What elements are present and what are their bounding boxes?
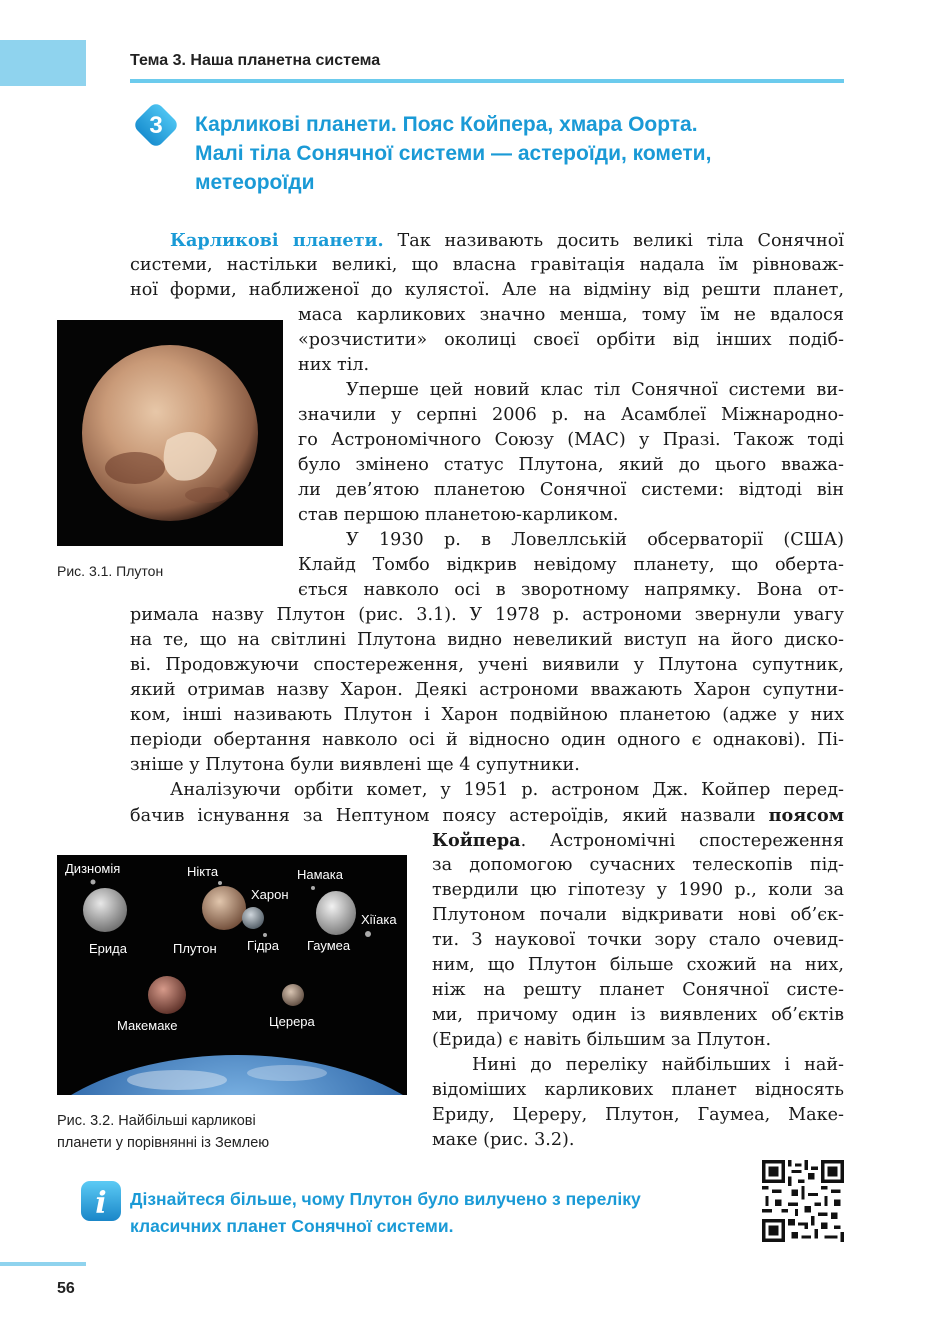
text-line: маса карликових значно менша, тому їм не вдалося — [298, 305, 844, 325]
figure-caption-line: планети у порівнянні із Землею — [57, 1135, 270, 1151]
text-line: Нині до переліку найбільших і най- — [472, 1055, 844, 1075]
text-line: Уперше цей новий клас тіл Сонячної системи ви- — [346, 380, 844, 400]
text-line: ним, що Плутон більше схожий на них, — [432, 955, 844, 975]
text-line: ної форми, наближеної до кулястої. Але на відміну від решти планет, — [130, 280, 844, 300]
label-dysnomia: Дизномія — [65, 861, 121, 876]
label-pluto: Плутон — [173, 941, 217, 956]
section-number-badge — [133, 102, 179, 148]
text-line: них тіл. — [298, 355, 370, 375]
text-line: значили у серпні 2006 р. на Асамблеї Міжнародно- — [298, 405, 844, 425]
section-title-line: метеороїди — [195, 171, 315, 194]
text-line: Койпера. Астрономічні спостереження — [432, 830, 844, 851]
text-line: бачив існування за Нептуном поясу астероїдів, який назвали поясом — [130, 805, 845, 826]
text-line: «розчистити» околиці своєї орбіти від інших подіб- — [298, 330, 844, 350]
text-line: Аналізуючи орбіти комет, у 1951 р. астроном Дж. Койпер перед- — [170, 780, 844, 800]
section-title — [195, 110, 835, 197]
svg-text:3: 3 — [149, 112, 163, 139]
label-eris: Ерида — [89, 941, 127, 956]
header-rule — [130, 79, 844, 83]
section-title-line: Карликові планети. Пояс Койпера, хмара Оорта. — [195, 113, 698, 136]
text-line: який отримав назву Харон. Деякі астрономи вважають Харон супутни- — [130, 680, 844, 700]
label-namaka: Намака — [297, 867, 343, 882]
label-ceres: Церера — [269, 1014, 315, 1029]
text-line: (Ерида) є навіть більшим за Плутон. — [432, 1030, 772, 1050]
paragraph-lead: Карликові планети. — [170, 230, 384, 251]
text-line: маке (рис. 3.2). — [432, 1130, 575, 1150]
label-hiiaka: Хіїака — [361, 912, 397, 927]
info-note-line: класичних планет Сонячної системи. — [130, 1216, 454, 1236]
text-line: на те, що на світлині Плутона видно невеликий виступ на його диско- — [130, 630, 844, 650]
text-line: ніж на решту планет Сонячної систе- — [432, 980, 844, 1000]
section-title-line: Малі тіла Сонячної системи — астероїди, комети, — [195, 142, 712, 165]
info-note — [130, 1186, 641, 1240]
text-line: ти. З наукової точки зору стало очевид- — [432, 930, 844, 950]
figure-caption — [57, 1110, 269, 1154]
text-line: ком, інші називають Плутон і Харон подвійною планетою (адже у них — [130, 705, 844, 725]
text-line: ми, причому один із виявлених об’єктів — [432, 1005, 844, 1025]
page-number: 56 — [57, 1280, 75, 1297]
text-line: ється навколо осі в зворотному напрямку. Вона от- — [298, 580, 844, 600]
text-line: У 1930 р. в Ловеллській обсерваторії (США) — [346, 530, 844, 550]
bold-term: Койпера — [432, 830, 521, 851]
info-icon — [80, 1180, 122, 1222]
text-line: зніше у Плутона були виявлені ще 4 супутники. — [130, 755, 580, 775]
figure-caption: Рис. 3.1. Плутон — [57, 563, 164, 579]
label-hydra: Гідра — [247, 938, 279, 953]
text-line: ві. Продовжуючи спостереження, учені виявили у Плутона супутник, — [130, 655, 844, 675]
header-color-block — [0, 40, 86, 86]
text-line: Плутоном почали відкривати нові об’єк- — [432, 905, 844, 925]
info-note-line: Дізнайтеся більше, чому Плутон було вилучено з переліку — [130, 1189, 641, 1209]
text-line: ли дев’ятою планетою Сонячної системи: відтоді він — [298, 480, 844, 500]
dwarf-planets-image — [57, 855, 407, 1095]
text-line: системи, настільки великі, що власна гравітація надала їм рівноваж- — [130, 255, 844, 275]
label-makemake: Макемаке — [117, 1018, 178, 1033]
pluto-image — [57, 320, 283, 546]
text-line: Ериду, Цереру, Плутон, Гаумеа, Маке- — [432, 1105, 844, 1125]
text-line: за допомогою сучасних телескопів під- — [432, 855, 844, 875]
text-line: го Астрономічного Союзу (МАС) у Празі. Також тоді — [298, 430, 844, 450]
text-line: періоди обертання навколо осі й відносно один одного є однакові). Пі- — [130, 730, 844, 750]
svg-text:i: i — [95, 1186, 107, 1221]
text-line: став першою планетою-карликом. — [298, 505, 619, 525]
text-line: римала назву Плутон (рис. 3.1). У 1978 р. астрономи звернули увагу — [130, 605, 844, 625]
bold-term: поясом — [768, 805, 845, 826]
figure-caption-line: Рис. 3.2. Найбільші карликові — [57, 1113, 256, 1129]
text-line: відоміших карликових планет відносять — [432, 1080, 844, 1100]
label-haumea: Гаумеа — [307, 938, 351, 953]
qr-code[interactable] — [762, 1160, 844, 1242]
text-line: Карликові планети. Так називають досить великі тіла Сонячної — [170, 230, 845, 251]
label-charon: Харон — [251, 887, 289, 902]
header-title: Тема 3. Наша планетна система — [130, 52, 381, 69]
footer-rule — [0, 1262, 86, 1266]
text-line: Клайд Томбо відкрив невідому планету, що оберта- — [298, 555, 844, 575]
text-line: твердили цю гіпотезу у 1990 р., коли за — [432, 880, 844, 900]
text-line: було змінено статус Плутона, який до цього вважа- — [298, 455, 844, 475]
label-nix: Нікта — [187, 864, 219, 879]
